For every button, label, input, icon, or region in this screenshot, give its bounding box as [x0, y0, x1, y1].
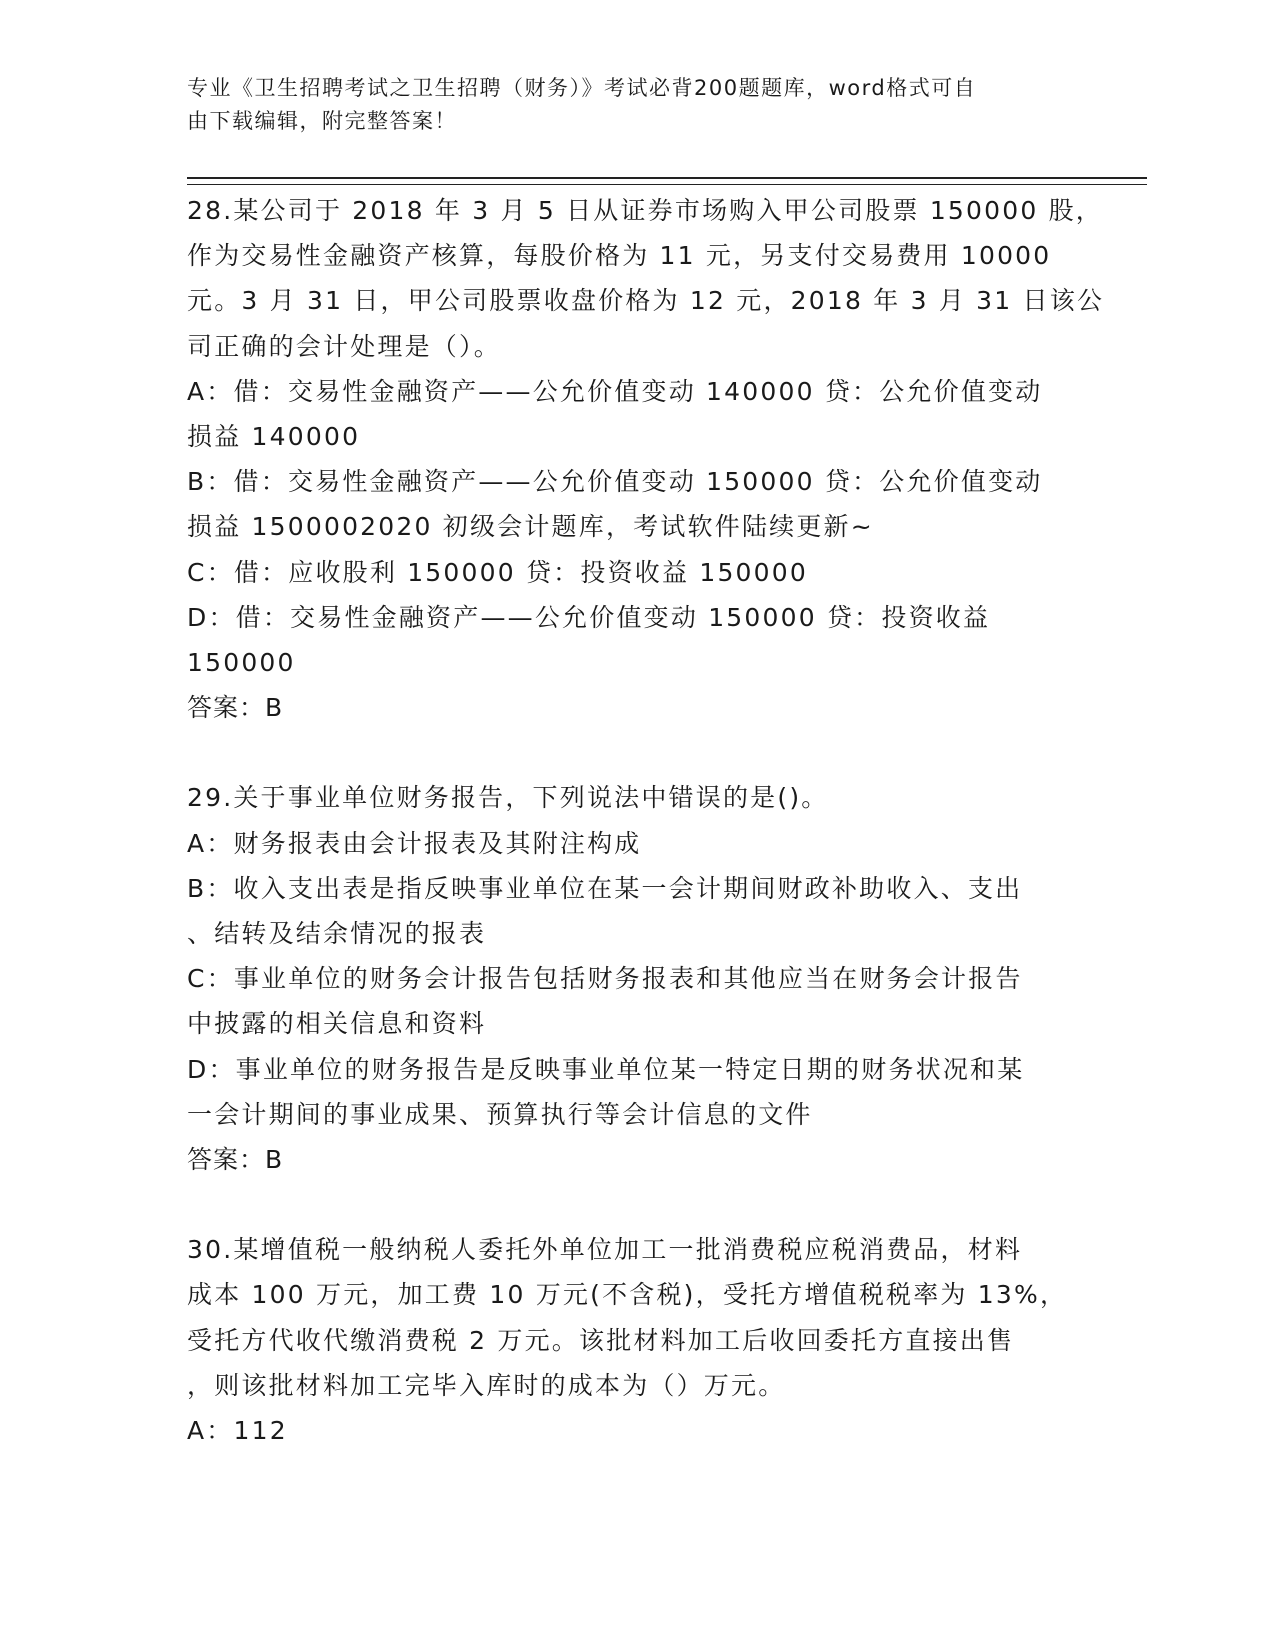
question-line: 作为交易性金融资产核算，每股价格为 11 元，另支付交易费用 10000: [187, 241, 1052, 271]
header-line-2: 由下载编辑，附完整答案！: [187, 109, 457, 133]
option-line: 一会计期间的事业成果、预算执行等会计信息的文件: [187, 1099, 813, 1129]
question-line: 28.某公司于 2018 年 3 月 5 日从证券市场购入甲公司股票 150000 股，: [187, 196, 1104, 225]
option-line: 150000: [187, 648, 296, 678]
option-line: 损益 1500002020 初级会计题库，考试软件陆续更新~: [187, 512, 874, 542]
option-line: A：财务报表由会计报表及其附注构成: [187, 828, 642, 858]
question-line: 30.某增值税一般纳税人委托外单位加工一批消费税应税消费品，材料: [187, 1235, 1023, 1265]
option-line: C：借：应收股利 150000 贷：投资收益 150000: [187, 557, 808, 587]
option-line: 损益 140000: [187, 422, 361, 452]
question-line: 29.关于事业单位财务报告，下列说法中错误的是()。: [187, 783, 829, 813]
option-line: 、结转及结余情况的报表: [187, 919, 487, 949]
header-divider-thick: [187, 177, 1147, 179]
option-line: A：借：交易性金融资产——公允价值变动 140000 贷：公允价值变动: [187, 376, 1043, 406]
header-divider-thin: [187, 184, 1147, 185]
header-line-1: 专业《卫生招聘考试之卫生招聘（财务）》考试必背200题题库，word格式可自: [187, 76, 977, 100]
option-line: D：借：交易性金融资产——公允价值变动 150000 贷：投资收益: [187, 602, 991, 632]
option-line: B：收入支出表是指反映事业单位在某一会计期间财政补助收入、支出: [187, 873, 1023, 903]
option-line: A：112: [187, 1416, 288, 1446]
question-line: 元。3 月 31 日，甲公司股票收盘价格为 12 元，2018 年 3 月 31 日该公: [187, 286, 1105, 316]
answer-line: 答案：B: [187, 693, 284, 723]
question-line: 司正确的会计处理是（）。: [187, 331, 501, 361]
question-28: [187, 188, 1105, 730]
answer-line: 答案：B: [187, 1145, 284, 1175]
question-29: [187, 775, 1067, 1182]
option-line: 中披露的相关信息和资料: [187, 1009, 487, 1039]
question-list: [187, 188, 1105, 1453]
spacer: [187, 1182, 1067, 1227]
question-line: 受托方代收代缴消费税 2 万元。该批材料加工后收回委托方直接出售: [187, 1325, 1015, 1355]
option-line: D：事业单位的财务报告是反映事业单位某一特定日期的财务状况和某: [187, 1054, 1025, 1084]
question-line: ，则该批材料加工完毕入库时的成本为（）万元。: [187, 1370, 786, 1400]
option-line: C：事业单位的财务会计报告包括财务报表和其他应当在财务会计报告: [187, 964, 1023, 994]
question-line: 成本 100 万元，加工费 10 万元(不含税)，受托方增值税税率为 13%，: [187, 1280, 1068, 1310]
question-30: [187, 1227, 1067, 1453]
spacer: [187, 730, 1067, 775]
option-line: B：借：交易性金融资产——公允价值变动 150000 贷：公允价值变动: [187, 467, 1043, 497]
document-header: [187, 72, 1067, 138]
